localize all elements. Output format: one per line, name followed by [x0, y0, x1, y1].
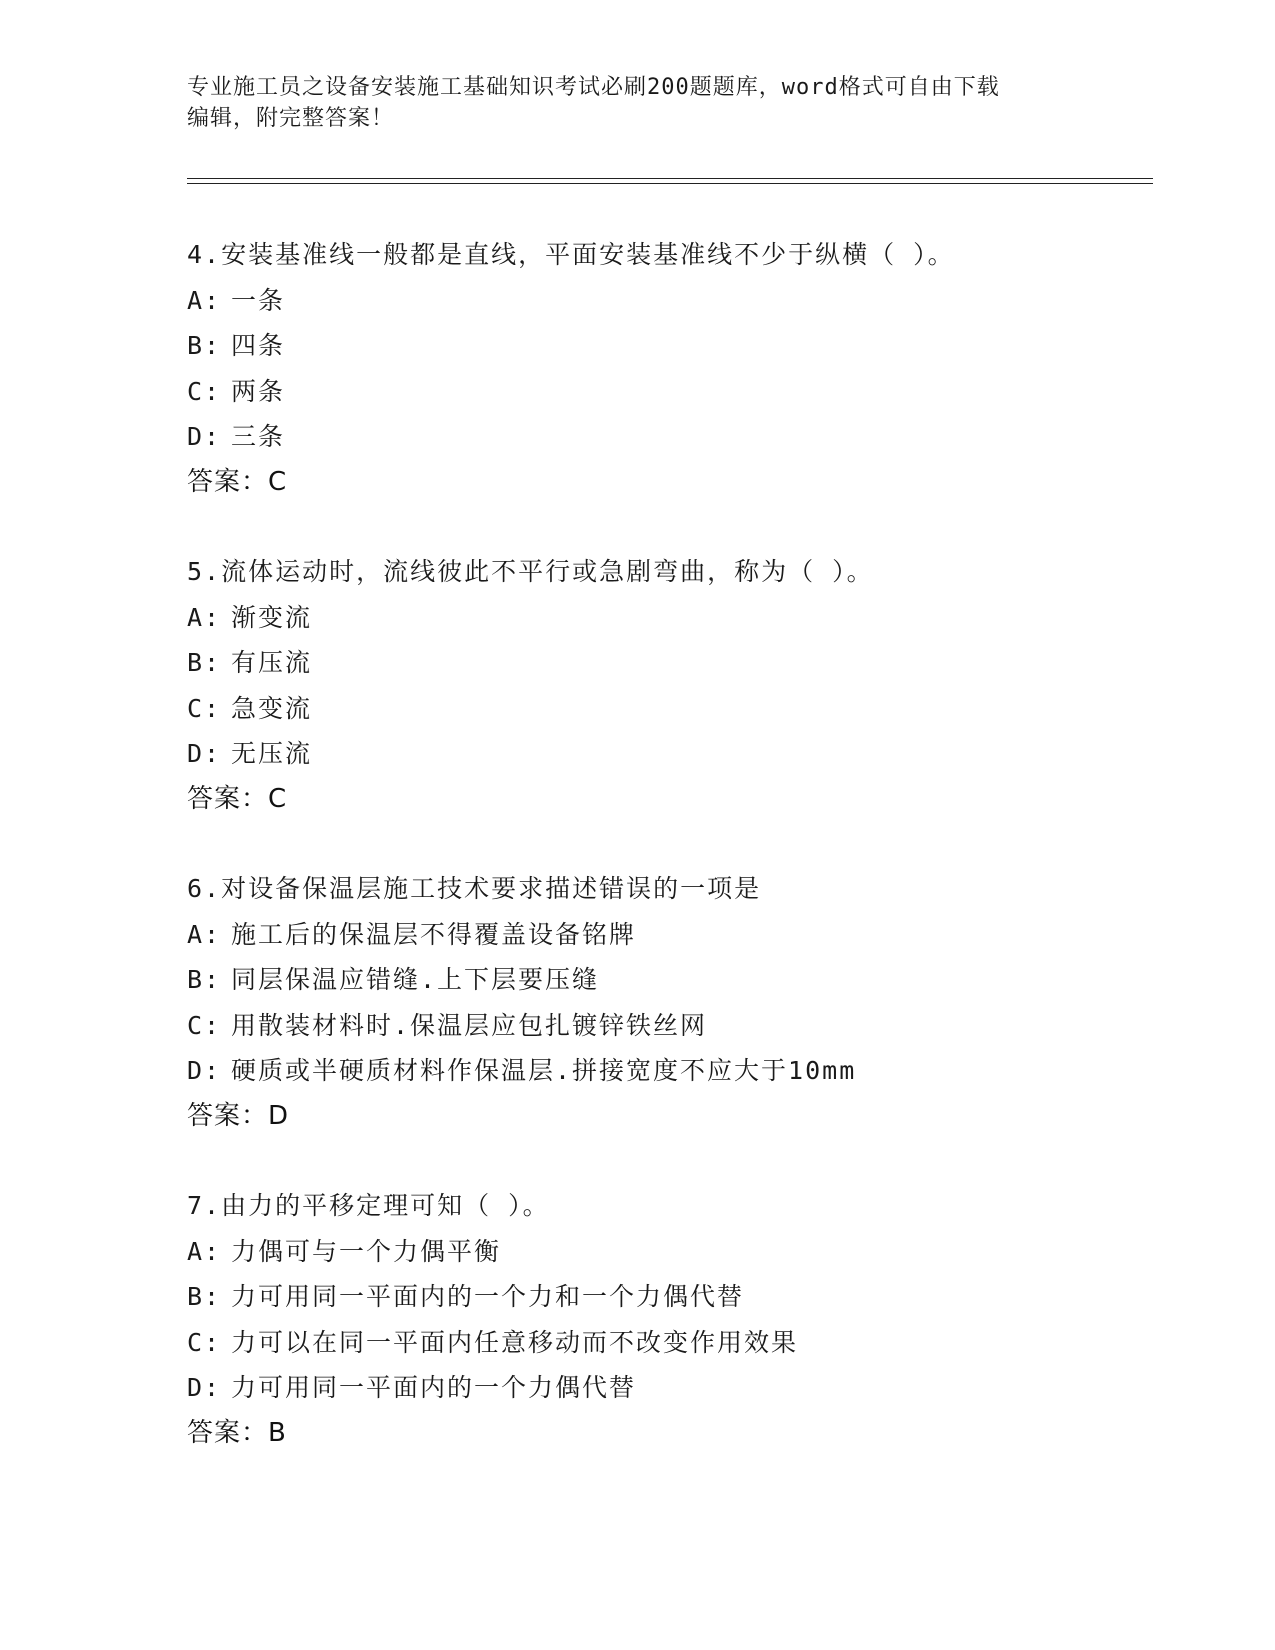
option-letter: D:	[187, 739, 222, 768]
option-text: 力可用同一平面内的一个力和一个力偶代替	[231, 1282, 745, 1311]
option-b	[187, 323, 1147, 369]
answer-label: 答案：C	[187, 466, 288, 497]
header-title-line-1: 专业施工员之设备安装施工基础知识考试必刷200题题库，word格式可自由下载	[187, 75, 1000, 100]
option-letter: A:	[187, 919, 222, 949]
option-text: 力可以在同一平面内任意移动而不改变作用效果	[231, 1327, 799, 1357]
option-text: 三条	[231, 422, 286, 451]
option-letter: C:	[187, 376, 222, 406]
question-stem: 5.流体运动时，流线彼此不平行或急剧弯曲，称为（ ）。	[187, 557, 874, 586]
option-letter: D:	[187, 422, 222, 451]
header-title-line-2: 编辑，附完整答案！	[187, 106, 395, 131]
option-letter: D:	[187, 1373, 222, 1402]
header-divider-bottom	[187, 183, 1153, 184]
option-letter: C:	[187, 693, 222, 723]
option-text: 渐变流	[231, 602, 313, 632]
question-block-7	[187, 1183, 1147, 1456]
option-b	[187, 640, 1147, 686]
option-text: 力可用同一平面内的一个力偶代替	[231, 1373, 637, 1402]
option-c	[187, 1003, 1147, 1049]
option-c	[187, 1320, 1147, 1366]
option-text: 硬质或半硬质材料作保温层.拼接宽度不应大于10mm	[231, 1056, 857, 1085]
option-d	[187, 1365, 1147, 1411]
question-block-4	[187, 232, 1147, 505]
option-letter: B:	[187, 1282, 222, 1311]
option-a	[187, 1229, 1147, 1275]
option-text: 一条	[231, 285, 286, 315]
answer-label: 答案：D	[187, 1100, 290, 1131]
header-divider-top	[187, 178, 1153, 179]
question-block-5	[187, 549, 1147, 822]
option-c	[187, 686, 1147, 732]
option-letter: B:	[187, 648, 222, 677]
option-c	[187, 369, 1147, 415]
option-a	[187, 912, 1147, 958]
option-text: 无压流	[231, 739, 313, 768]
option-text: 两条	[231, 376, 286, 406]
question-block-6	[187, 866, 1147, 1139]
option-letter: B:	[187, 331, 222, 360]
answer-label: 答案：B	[187, 1417, 287, 1448]
answer-label: 答案：C	[187, 783, 288, 814]
option-text: 急变流	[231, 693, 313, 723]
option-d	[187, 414, 1147, 460]
option-letter: C:	[187, 1010, 222, 1040]
question-stem: 6.对设备保温层施工技术要求描述错误的一项是	[187, 874, 762, 903]
option-text: 有压流	[231, 648, 313, 677]
option-letter: A:	[187, 285, 222, 315]
option-letter: B:	[187, 965, 222, 994]
option-letter: D:	[187, 1056, 222, 1085]
option-letter: A:	[187, 1236, 222, 1266]
option-d	[187, 731, 1147, 777]
option-b	[187, 1274, 1147, 1320]
option-letter: C:	[187, 1327, 222, 1357]
document-header	[187, 72, 1067, 134]
question-stem: 7.由力的平移定理可知（ ）。	[187, 1191, 550, 1220]
question-stem: 4.安装基准线一般都是直线，平面安装基准线不少于纵横（ ）。	[187, 240, 955, 269]
option-b	[187, 957, 1147, 1003]
option-text: 施工后的保温层不得覆盖设备铭牌	[231, 919, 637, 949]
option-text: 力偶可与一个力偶平衡	[231, 1236, 502, 1266]
option-text: 用散装材料时.保温层应包扎镀锌铁丝网	[231, 1010, 708, 1040]
option-a	[187, 278, 1147, 324]
option-letter: A:	[187, 602, 222, 632]
option-d	[187, 1048, 1147, 1094]
option-text: 同层保温应错缝.上下层要压缝	[231, 965, 600, 994]
option-a	[187, 595, 1147, 641]
option-text: 四条	[231, 331, 286, 360]
